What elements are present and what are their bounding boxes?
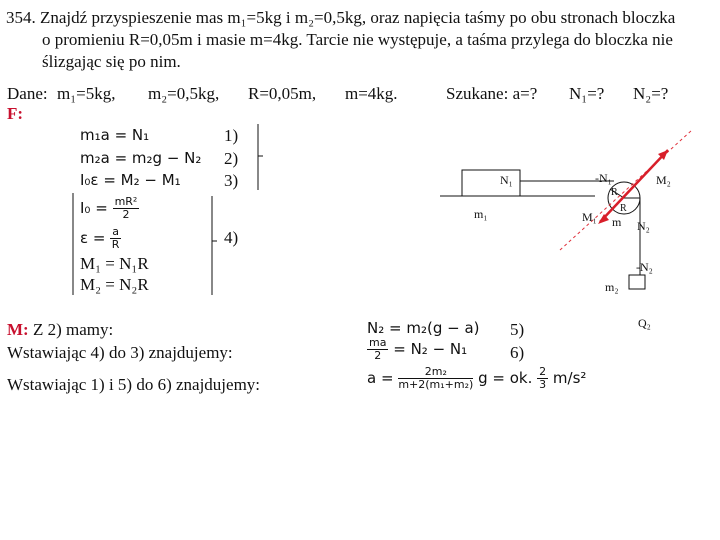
F-label: F: xyxy=(7,104,24,123)
eq-4a-left: I₀ = xyxy=(80,199,108,217)
label-m: m xyxy=(612,215,622,229)
given-R: R=0,05m, xyxy=(248,84,317,103)
result-unit: m/s² xyxy=(552,369,587,387)
eq-4c: M₁ = N₁R xyxy=(80,254,149,273)
label-m2: m₂ xyxy=(605,280,619,294)
eq-1: m₁a = N₁ xyxy=(80,126,150,144)
result-mid: g = ok. xyxy=(478,369,533,387)
label-minus-N1: -N₁ xyxy=(595,171,612,185)
eq-3: I₀ε = M₂ − M₁ xyxy=(80,171,181,189)
eq-4a-numerator: mR² xyxy=(114,195,138,208)
result-value-denominator: 3 xyxy=(539,378,547,391)
eq-4b-denominator: R xyxy=(111,238,120,251)
eq-4b-left: ε = xyxy=(80,229,106,247)
problem-line-2: o promieniu R=0,05m i masie m=4kg. Tarcie nie występuje, a taśma przylega do bloczka nie xyxy=(42,30,673,49)
problem-line-3: ślizgając się po nim. xyxy=(42,52,181,71)
eq-6-numerator: ma xyxy=(369,336,387,349)
result-left: a = xyxy=(367,369,394,387)
eq-2: m₂a = m₂g − N₂ xyxy=(80,149,202,167)
given-label: Dane: xyxy=(7,84,48,103)
eq-5: N₂ = m₂(g − a) xyxy=(367,319,480,337)
eq-4b-numerator: a xyxy=(112,225,119,238)
label-R-top: R xyxy=(611,187,618,198)
M-line-2: Wstawiając 4) do 3) znajdujemy: xyxy=(7,343,233,362)
label-M2: M₂ xyxy=(656,173,671,187)
sought-a: Szukane: a=? xyxy=(446,84,538,103)
block-m2 xyxy=(629,275,645,289)
problem-line-1: 354. Znajdź przyspieszenie mas m₁=5kg i m₂=0,5kg, oraz napięcia taśmy po obu stronach bloczka xyxy=(6,8,676,27)
label-N2: N₂ xyxy=(637,219,650,233)
label-minus-N2: -N₂ xyxy=(636,260,653,274)
label-m1: m₁ xyxy=(474,207,488,221)
eq-4a-denominator: 2 xyxy=(122,208,130,221)
label-N1: N₁ xyxy=(500,173,513,187)
eq-1-num: 1) xyxy=(224,126,239,145)
eq-6-num: 6) xyxy=(510,343,525,362)
given-m: m=4kg. xyxy=(345,84,398,103)
eq-6-denominator: 2 xyxy=(374,349,382,362)
eq-4-num: 4) xyxy=(224,228,239,247)
eq-2-num: 2) xyxy=(224,149,239,168)
eq-3-num: 3) xyxy=(224,171,239,190)
M-line-1-text: Z 2) mamy: xyxy=(32,320,114,339)
sought-N2: N₂=? xyxy=(633,84,669,103)
eq-4d: M₂ = N₂R xyxy=(80,275,149,294)
eq-5-num: 5) xyxy=(510,320,525,339)
label-Q2: Q₂ xyxy=(638,316,651,330)
result-numerator: 2m₂ xyxy=(398,366,473,379)
sought-N1: N₁=? xyxy=(569,84,605,103)
given-m2: m₂=0,5kg, xyxy=(148,84,220,103)
axis-dashed xyxy=(560,130,692,250)
label-M1: M₁ xyxy=(582,210,597,224)
result-value-numerator: 2 xyxy=(539,365,547,378)
result-denominator: m+2(m₁+m₂) xyxy=(398,378,474,391)
given-m1: m₁=5kg, xyxy=(57,84,116,103)
label-R-right: R xyxy=(620,203,627,214)
M-label: M: xyxy=(7,320,29,339)
M-line-3: Wstawiając 1) i 5) do 6) znajdujemy: xyxy=(7,375,261,394)
eq-6-rest: = N₂ − N₁ xyxy=(393,340,468,358)
